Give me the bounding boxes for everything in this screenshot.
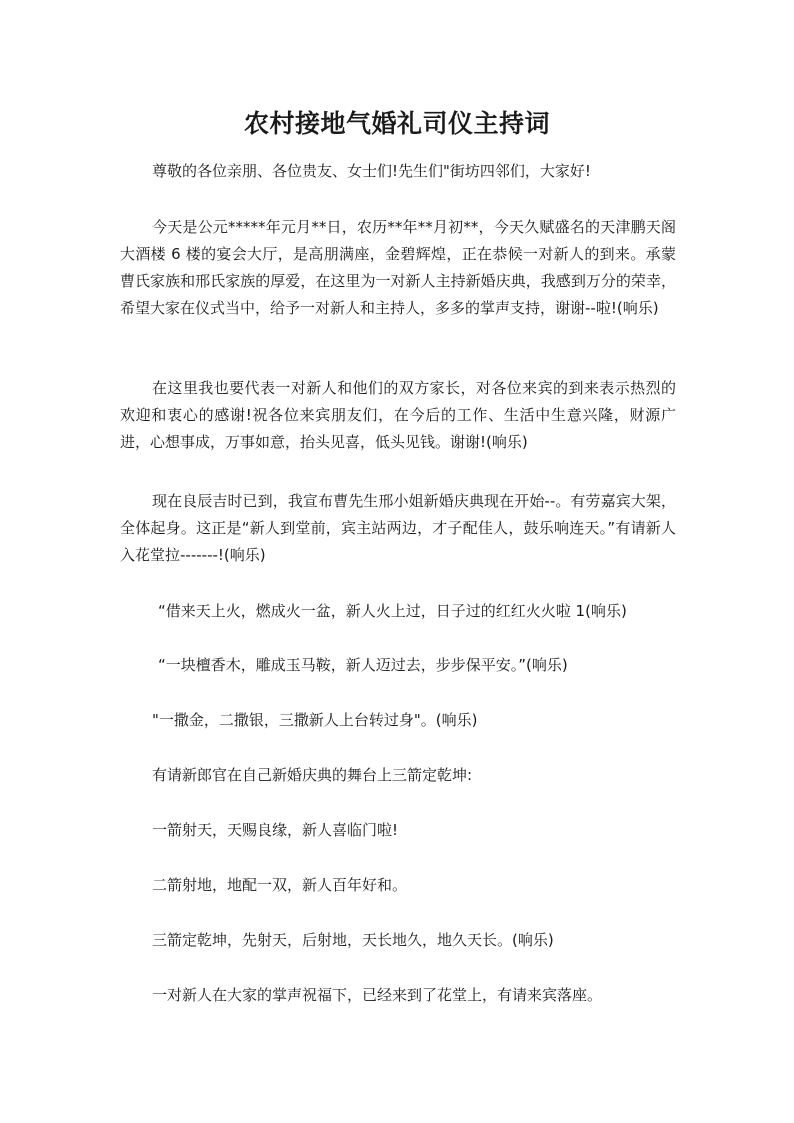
paragraph-ceremony-start: 现在良辰吉时已到，我宣布曹先生邢小姐新婚庆典现在开始--。有劳嘉宾大架，全体起身。这正是“新人到堂前，宾主站两边，才子配佳人，鼓乐响连天。”有请新人入花堂拉-------!(响乐): [120, 492, 676, 564]
paragraph-arrows-intro: 有请新郎官在自己新婚庆典的舞台上三箭定乾坤:: [152, 766, 473, 784]
page-title: 农村接地气婚礼司仪主持词: [243, 109, 550, 138]
paragraph-welcome: 在这里我也要代表一对新人和他们的双方家长，对各位来宾的到来表示热烈的欢迎和衷心的感谢!祝各位来宾朋友们，在今后的工作、生活中生意兴隆，财源广进，心想事成，万事如意，抬头见喜，低头见钱。谢谢!(响乐): [120, 379, 676, 451]
paragraph-arrow-two: 二箭射地，地配一双，新人百年好和。: [152, 876, 408, 894]
paragraph-saddle-verse: “一块檀香木，雕成玉马鞍，新人迈过去，步步保平安。”(响乐): [158, 656, 568, 674]
paragraph-seating: 一对新人在大家的掌声祝福下，已经来到了花堂上，有请来宾落座。: [152, 986, 603, 1004]
paragraph-arrow-one: 一箭射天，天赐良缘，新人喜临门啦!: [152, 821, 399, 839]
paragraph-arrow-three: 三箭定乾坤，先射天，后射地，天长地久，地久天长。(响乐): [152, 931, 554, 949]
paragraph-greeting: 尊敬的各位亲朋、各位贵友、女士们!先生们"街坊四邻们，大家好!: [152, 162, 591, 180]
paragraph-opening: 今天是公元*****年元月**日，农历**年**月初**，今天久赋盛名的天津鹏天阁大酒楼 6 楼的宴会大厅，是高朋满座，金碧辉煌，正在恭候一对新人的到来。承蒙曹氏家族和邢氏家族的厚爱，在这里为一对新人主持新婚庆典，我感到万分的荣幸，希望大家在仪式当中，给予一对新人和主持人，多多的掌声支持，谢谢--啦!(响乐): [120, 218, 676, 317]
paragraph-scatter-verse: "一撒金，二撒银，三撒新人上台转过身"。(响乐): [152, 711, 478, 729]
paragraph-fire-verse: “借来天上火，燃成火一盆，新人火上过，日子过的红红火火啦 1(响乐): [158, 602, 627, 620]
